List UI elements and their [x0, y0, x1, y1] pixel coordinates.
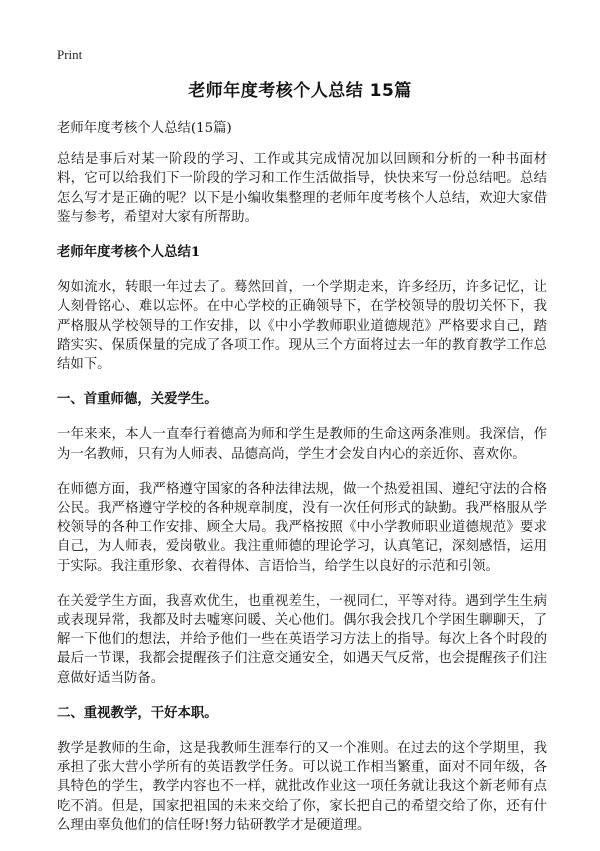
paragraph-3: 在师德方面，我严格遵守国家的各种法律法规，做一个热爱祖国、遵纪守法的合格公民。我严格遵守学校的各种规章制度，没有一次任何形式的缺勤。我严格服从学校领导的各种工作安排、顾全大局。我严格按照《中小学教师职业道德规范》要求自己，为人师表，爱岗敬业。我注重师德的理论学习，认真笔记，深刻感悟，运用于实际。我注重形象、衣着得体、言语恰当，给学生以良好的示范和引领。	[57, 481, 547, 574]
paragraph-2: 一年来来，本人一直奉行着德高为师和学生是教师的生命这两条准则。我深信，作为一名教师，只有为人师表、品德高尚，学生才会发自内心的亲近你、喜欢你。	[57, 427, 547, 462]
print-link[interactable]: Print	[57, 47, 83, 62]
article-body	[57, 119, 547, 851]
intro-paragraph: 总结是事后对某一阶段的学习、工作或其完成情况加以回顾和分析的一种书面材料，它可以给我们下一阶段的学习和工作生活做指导，快快来写一份总结吧。总结怎么写才是正确的呢？以下是小编收集整理的老师年度考核个人总结，欢迎大家借鉴与参考，希望对大家有所帮助。	[57, 152, 547, 225]
paragraph-5: 教学是教师的生命，这是我教师生涯奉行的又一个准则。在过去的这个学期里，我承担了张大营小学所有的英语教学任务。可以说工作相当繁重，面对不同年级，各具特色的学生，教学内容也不一样，就批改作业这一项任务就让我这个新老师有点吃不消。但是，国家把祖国的未来交给了你，家长把自己的希望交给了你，还有什么理由辜负他们的信任呀!努力钻研教学才是硬道理。	[57, 741, 547, 833]
document-subtitle: 老师年度考核个人总结(15篇)	[57, 121, 232, 136]
subsection-heading-1: 一、首重师德，关爱学生。	[57, 391, 218, 408]
subsection-heading-2: 二、重视教学，干好本职。	[57, 704, 218, 721]
paragraph-4: 在关爱学生方面，我喜欢优生，也重视差生，一视同仁，平等对待。遇到学生生病或表现异常，我都及时去嘘寒问暖、关心他们。偶尔我会找几个学困生聊聊天，了解一下他们的想法，并给予他们一些在英语学习方法上的指导。每次上各个时段的最后一节课，我都会提醒孩子们注意交通安全，如遇天气反常，也会提醒孩子们注意做好适当防备。	[57, 593, 547, 686]
section-heading-1: 老师年度考核个人总结1	[57, 244, 201, 261]
paragraph-1: 匆如流水，转眼一年过去了。蓦然回首，一个学期走来，许多经历，许多记忆，让人刻骨铭心、难以忘怀。在中心学校的正确领导下，在学校领导的殷切关怀下，我严格服从学校领导的工作安排，以《中小学教师职业道德规范》严格要求自己，踏踏实实、保质保量的完成了各项工作。现从三个方面将过去一年的教育教学工作总结如下。	[57, 280, 547, 373]
page-title: 老师年度考核个人总结 15篇	[188, 81, 412, 101]
